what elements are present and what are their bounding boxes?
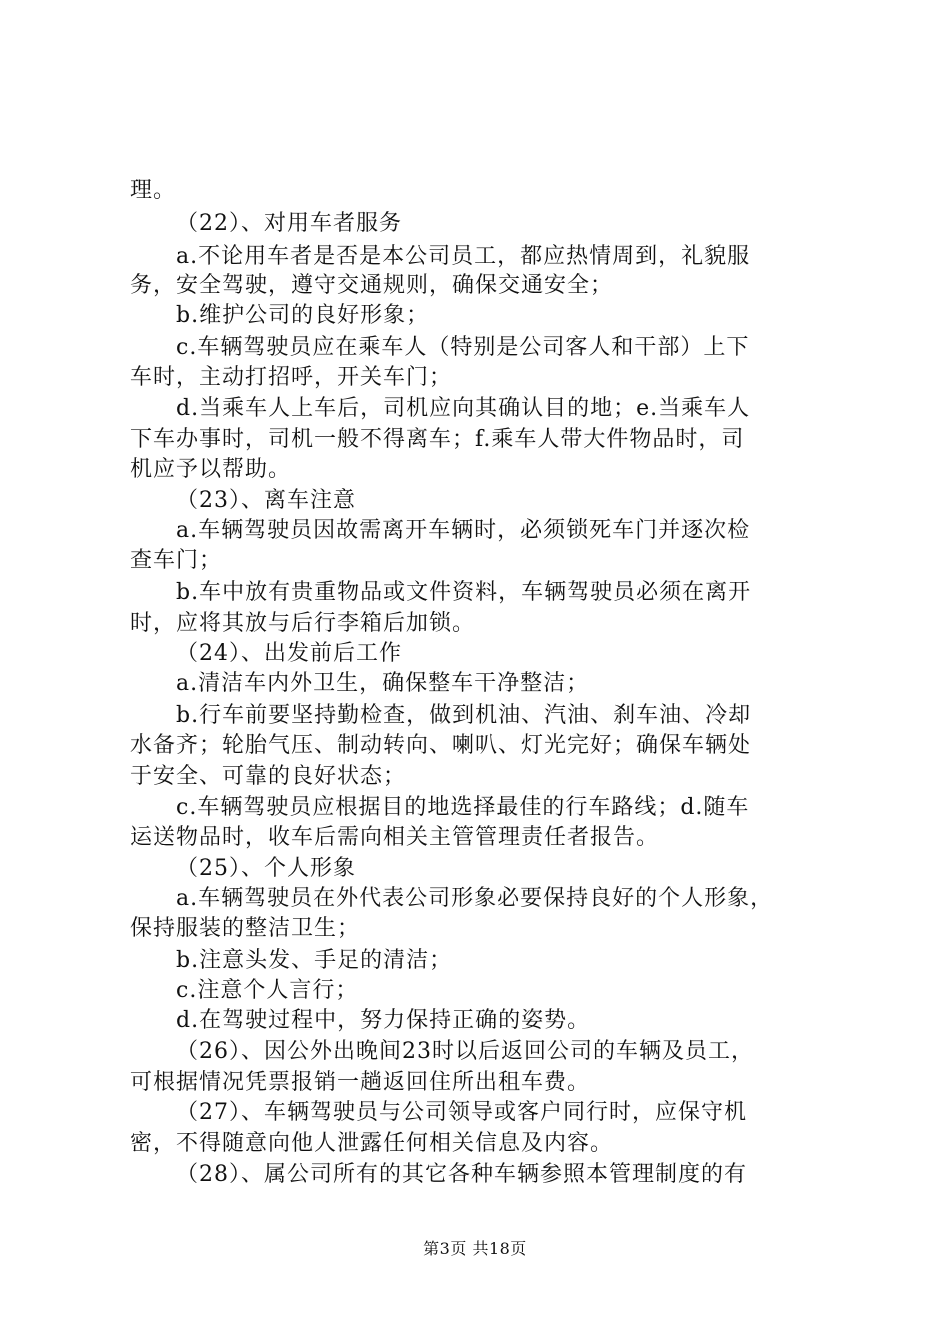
text-line: c.车辆驾驶员应根据目的地选择最佳的行车路线；d.随车 (176, 795, 750, 820)
text-line: 密，不得随意向他人泄露任何相关信息及内容。 (130, 1131, 614, 1156)
text-line: c.车辆驾驶员应在乘车人（特别是公司客人和干部）上下 (176, 335, 750, 360)
section-heading-23: （23）、离车注意 (176, 488, 356, 513)
text-line: d.当乘车人上车后，司机应向其确认目的地；e.当乘车人 (176, 396, 751, 421)
text-line: d.在驾驶过程中，努力保持正确的姿势。 (176, 1008, 591, 1033)
section-heading-26: （26）、因公外出晚间23时以后返回公司的车辆及员工， (176, 1039, 754, 1064)
text-line: b.车中放有贵重物品或文件资料，车辆驾驶员必须在离开 (176, 580, 752, 605)
section-heading-27: （27）、车辆驾驶员与公司领导或客户同行时，应保守机 (176, 1100, 747, 1125)
text-line: a.车辆驾驶员因故需离开车辆时，必须锁死车门并逐次检 (176, 518, 751, 543)
text-line: a.车辆驾驶员在外代表公司形象必要保持良好的个人形象， (176, 886, 774, 911)
text-line: b.注意头发、手足的清洁； (176, 948, 453, 973)
text-line: 于安全、可靠的良好状态； (130, 764, 407, 789)
text-line: 可根据情况凭票报销一趟返回住所出租车费。 (130, 1070, 591, 1095)
section-heading-24: （24）、出发前后工作 (176, 641, 402, 666)
text-line: a.清洁车内外卫生，确保整车干净整洁； (176, 671, 590, 696)
text-line: 水备齐；轮胎气压、制动转向、喇叭、灯光完好；确保车辆处 (130, 733, 752, 758)
text-line: 下车办事时，司机一般不得离车；f.乘车人带大件物品时，司 (130, 427, 745, 452)
section-heading-28: （28）、属公司所有的其它各种车辆参照本管理制度的有 (176, 1162, 747, 1187)
section-heading-25: （25）、个人形象 (176, 856, 356, 881)
text-line: 保持服装的整洁卫生； (130, 916, 361, 941)
text-line: 务，安全驾驶，遵守交通规则，确保交通安全； (130, 273, 614, 298)
text-line: 查车门； (130, 548, 223, 573)
text-line: b.维护公司的良好形象； (176, 303, 430, 328)
text-line: 理。 (130, 178, 177, 203)
text-line: c.注意个人言行； (176, 978, 359, 1003)
text-line: a.不论用车者是否是本公司员工，都应热情周到，礼貌服 (176, 244, 751, 269)
text-line: 时，应将其放与后行李箱后加锁。 (130, 611, 476, 636)
page-number: 第3页 共18页 (423, 1239, 527, 1258)
section-heading-22: （22）、对用车者服务 (176, 211, 402, 236)
text-line: 运送物品时，收车后需向相关主管管理责任者报告。 (130, 825, 660, 850)
text-line: 车时，主动打招呼，开关车门； (130, 365, 453, 390)
text-line: 机应予以帮助。 (130, 457, 292, 482)
text-line: b.行车前要坚持勤检查，做到机油、汽油、刹车油、冷却 (176, 703, 752, 728)
